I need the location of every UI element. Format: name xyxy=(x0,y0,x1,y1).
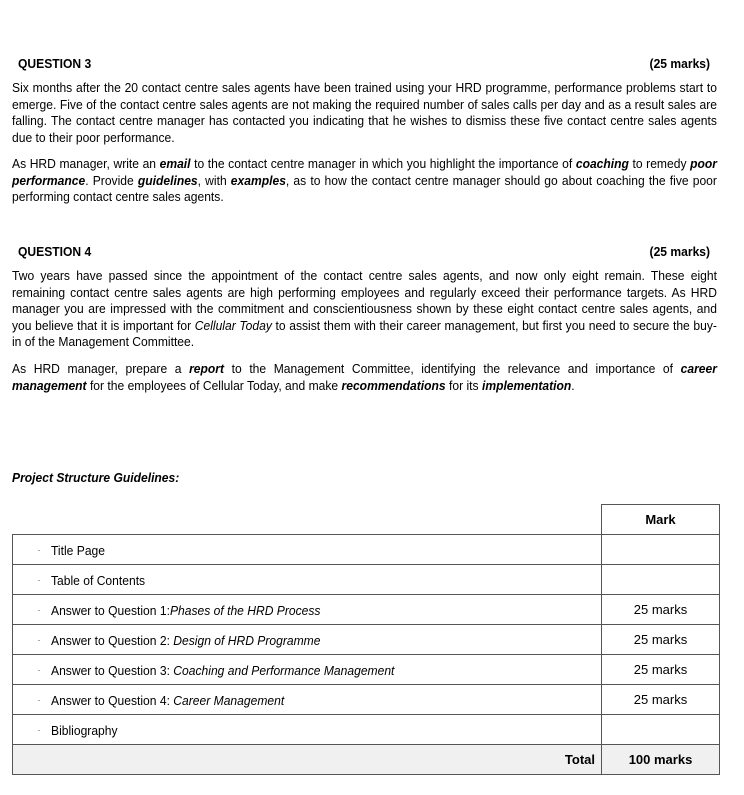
row-label: Bibliography xyxy=(51,722,118,738)
row-mark xyxy=(602,565,720,595)
row-topic: Phases of the HRD Process xyxy=(169,602,321,618)
table-header-row xyxy=(13,505,720,535)
bullet-icon: · xyxy=(37,605,41,616)
bullet-icon: · xyxy=(37,725,41,736)
table-row xyxy=(13,535,720,565)
bullet-icon: · xyxy=(37,695,41,706)
table-row xyxy=(13,685,720,715)
row-topic: Coaching and Performance Management xyxy=(173,662,395,678)
question-3-paragraph-2: As HRD manager, write an email to the contact centre manager in which you highlight the importance of coaching to remedy poor performance. Provide guidelines, with examples, as to how the contact centre manager should go about coaching the five poor performing contact centre sales agents. xyxy=(12,156,717,204)
guidelines-table xyxy=(12,504,720,775)
question-3-paragraph-1: Six months after the 20 contact centre sales agents have been trained using your HRD programme, performance problems start to emerge. Five of the contact centre sales agents are not making the required number of sales calls per day and as a result sales are falling. The contact centre manager has contacted you indicating that he wishes to dismiss these five contact centre sales agents due to their poor performance. xyxy=(12,80,717,145)
row-mark xyxy=(602,535,720,565)
total-value: 100 marks xyxy=(602,745,720,775)
row-mark: 25 marks xyxy=(602,655,720,685)
table-row xyxy=(13,595,720,625)
question-4-marks: (25 marks) xyxy=(649,244,710,259)
row-mark: 25 marks xyxy=(602,595,720,625)
row-mark: 25 marks xyxy=(602,685,720,715)
question-3-header xyxy=(18,56,710,71)
row-label: Answer to Question 1: xyxy=(51,602,170,618)
question-4-paragraph-2: As HRD manager, prepare a report to the Management Committee, identifying the relevance and importance of career management for the employees of Cellular Today, and make recommendations for its implementation. xyxy=(12,361,717,393)
row-label: Answer to Question 2: xyxy=(51,632,174,648)
row-mark: 25 marks xyxy=(602,625,720,655)
mark-column-header: Mark xyxy=(602,505,720,535)
question-3-title: QUESTION 3 xyxy=(18,56,92,71)
table-row xyxy=(13,565,720,595)
bullet-icon: · xyxy=(37,545,41,556)
row-label: Answer to Question 3: xyxy=(51,662,174,678)
row-topic: Design of HRD Programme xyxy=(173,632,321,648)
table-row xyxy=(13,625,720,655)
question-4-paragraph-1: Two years have passed since the appointment of the contact centre sales agents, and now only eight remain. These eight remaining contact centre sales agents are high performing employees and regularly exceed their performance targets. As HRD manager you are impressed with the commitment and conscientiousness shown by these eight contact centre sales agents, and you believe that it is important for Cellular Today to assist them with their career management, but first you need to secure the buy-in of the Management Committee. xyxy=(12,268,717,349)
row-label: Table of Contents xyxy=(51,572,146,588)
question-4-header xyxy=(18,244,710,259)
question-4-title: QUESTION 4 xyxy=(18,244,92,259)
total-row xyxy=(13,745,720,775)
bullet-icon: · xyxy=(37,635,41,646)
bullet-icon: · xyxy=(37,665,41,676)
question-3-marks: (25 marks) xyxy=(649,56,710,71)
guidelines-title: Project Structure Guidelines: xyxy=(12,470,180,485)
total-label: Total xyxy=(13,745,602,775)
table-row xyxy=(13,655,720,685)
bullet-icon: · xyxy=(37,575,41,586)
row-label: Answer to Question 4: xyxy=(51,692,174,708)
row-topic: Career Management xyxy=(173,692,285,708)
row-mark xyxy=(602,715,720,745)
row-label: Title Page xyxy=(51,542,105,558)
table-row xyxy=(13,715,720,745)
